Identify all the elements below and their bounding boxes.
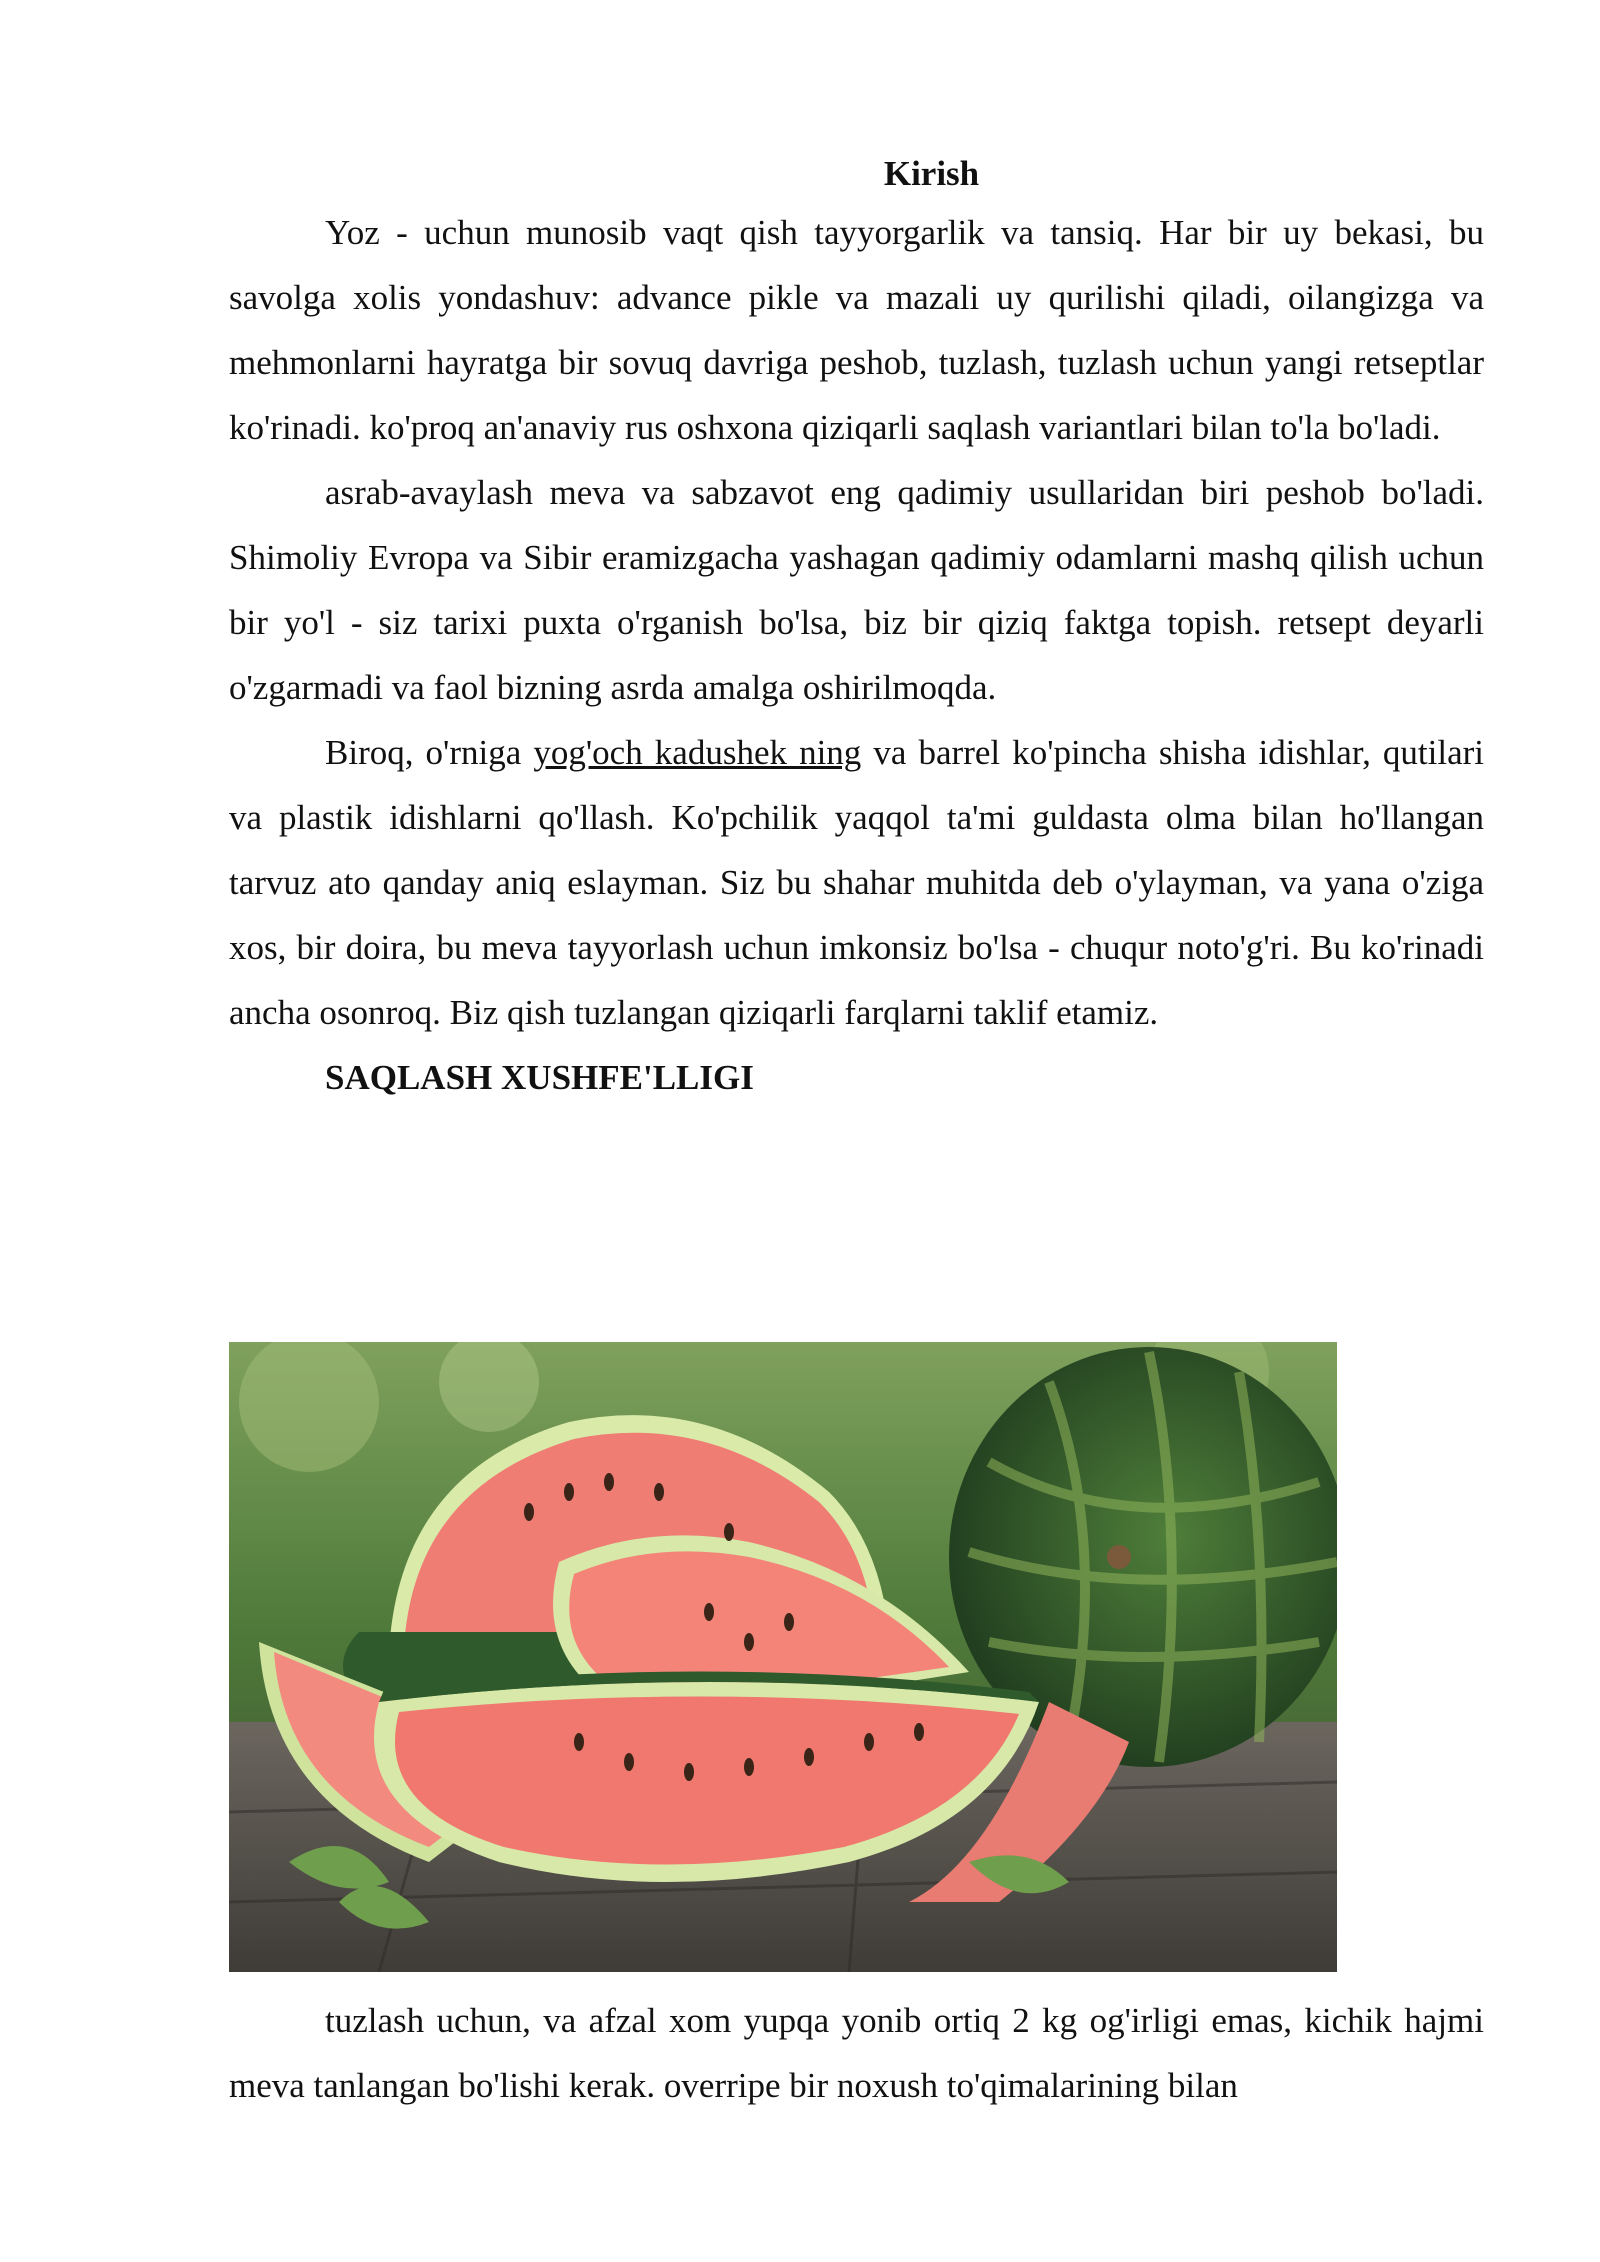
paragraph-3 [229, 720, 1484, 1045]
paragraph-3-start: Biroq, o'rniga [325, 733, 534, 772]
paragraph-1: Yoz - uchun munosib vaqt qish tayyorgarlik va tansiq. Har bir uy bekasi, bu savolga xolis yondashuv: advance pikle va mazali uy qurilishi qiladi, oilangizga va mehmonlarni hayratga bir sovuq davriga peshob, tuzlash, tuzlash uchun yangi retseptlar ko'rinadi. ko'proq an'anaviy rus oshxona qiziqarli saqlash variantlari bilan to'la bo'ladi. [229, 213, 1484, 447]
paragraph-2: asrab-avaylash meva va sabzavot eng qadimiy usullaridan biri peshob bo'ladi. Shimoliy Evropa va Sibir eramizgacha yashagan qadimiy odamlarni mashq qilish uchun bir yo'l - siz tarixi puxta o'rganish bo'lsa, biz bir qiziq faktga topish. retsept deyarli o'zgarmadi va faol bizning asrda amalga oshirilmoqda. [229, 473, 1484, 707]
document-body [229, 148, 1484, 1110]
paragraph-4: tuzlash uchun, va afzal xom yupqa yonib ortiq 2 kg og'irligi emas, kichik hajmi meva tanlangan bo'lishi kerak. overripe bir noxush to'qimalarining bilan [229, 2001, 1484, 2105]
section-heading: SAQLASH XUSHFE'LLIGI [325, 1058, 754, 1097]
paragraph-3-rest: va barrel ko'pincha shisha idishlar, qutilari va plastik idishlarni qo'llash. Ko'pchilik yaqqol ta'mi guldasta olma bilan ho'llangan tarvuz ato qanday aniq eslayman. Siz bu shahar muhitda deb o'ylayman, va yana o'ziga xos, bir doira, bu meva tayyorlash uchun imkonsiz bo'lsa - chuqur noto'g'ri. Bu ko'rinadi ancha osonroq. Biz qish tuzlangan qiziqarli farqlarni taklif etamiz. [229, 733, 1484, 1032]
watermelon-photo [229, 1342, 1337, 1972]
page-title: Kirish [883, 154, 980, 193]
after-image-text [229, 1988, 1484, 2118]
underlined-phrase: yog'och kadushek ning [533, 733, 862, 772]
